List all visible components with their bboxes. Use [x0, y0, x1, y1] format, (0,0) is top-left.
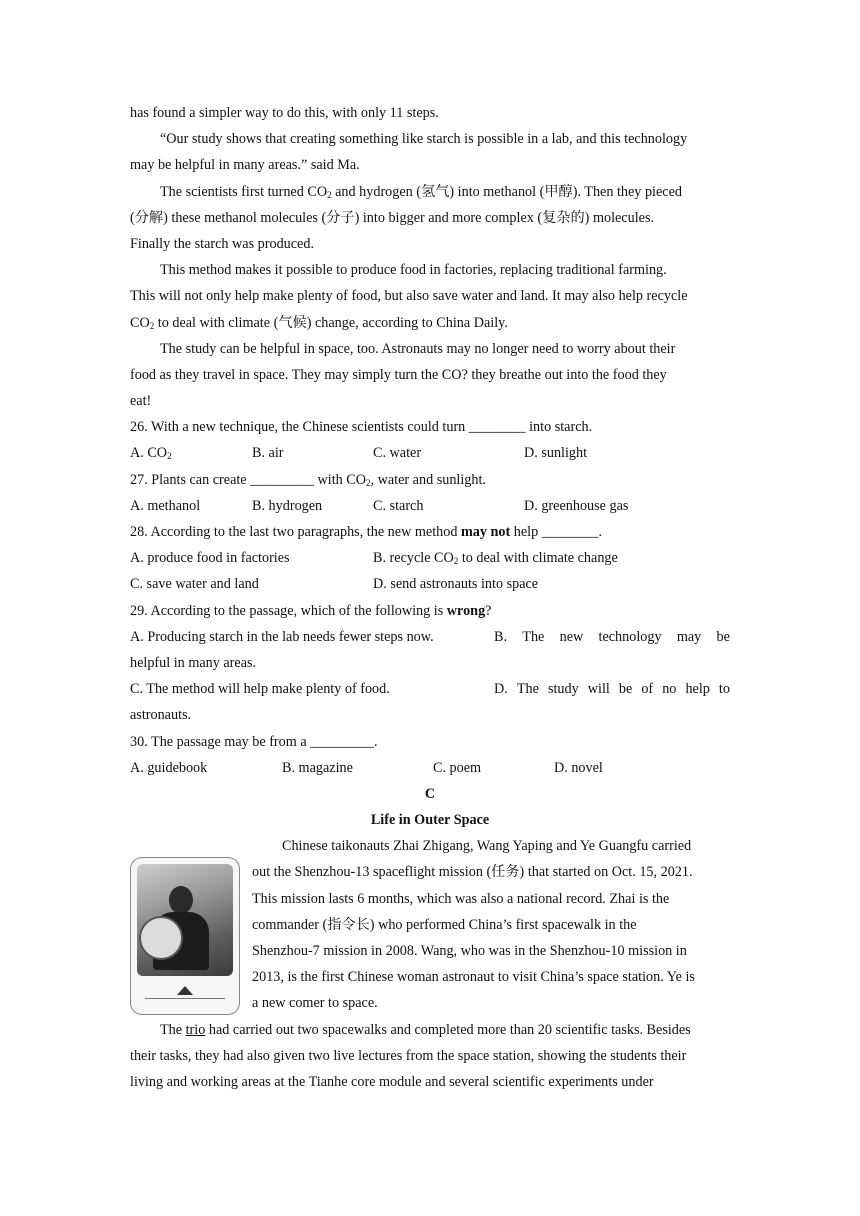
person-head	[169, 886, 193, 914]
option-a: A. methanol	[130, 497, 201, 514]
option-a: A. guidebook	[130, 759, 208, 776]
divider	[145, 998, 225, 999]
question-28-options-cd	[130, 571, 730, 597]
underlined-word: trio	[185, 1021, 206, 1038]
question-27-stem: 27. Plants can create _________ with $CO_2$, water and sunlight.	[130, 471, 486, 488]
text-line: Shenzhou-7 mission in 2008. Wang, who was in the Shenzhou-10 mission in	[252, 943, 687, 959]
question-29-stem: 29. According to the passage, which of the following is wrong?	[130, 602, 492, 619]
option-d: D. sunlight	[524, 445, 588, 462]
option-c: C. water	[373, 445, 422, 462]
option-a: A. Producing starch in the lab needs fewer steps now.	[130, 628, 434, 645]
option-a: A. $CO_2$	[130, 445, 172, 462]
text-line: out the Shenzhou-13 spaceflight mission (任务) that started on Oct. 15, 2021.	[252, 864, 693, 881]
option-a: A. produce food in factories	[130, 550, 290, 567]
option-d: D. send astronauts into space	[373, 576, 539, 593]
text-line: This will not only help make plenty of food, but also save water and land. It may also help recycle	[130, 288, 688, 305]
triangle-icon	[177, 986, 193, 995]
text-line: The trio had carried out two spacewalks and completed more than 20 scientific tasks. Besides	[160, 1021, 691, 1038]
emblem-icon	[139, 916, 183, 960]
astronaut-photo	[130, 857, 240, 1015]
text-line: commander (指令长) who performed China’s first spacewalk in the	[252, 916, 637, 933]
option-d: D. novel	[554, 759, 603, 776]
text-line: eat!	[130, 393, 152, 410]
question-30-stem: 30. The passage may be from a _________.	[130, 733, 378, 750]
question-28-options-ab	[130, 545, 730, 571]
question-28-stem: 28. According to the last two paragraphs, the new method may not help ________.	[130, 524, 603, 540]
option-c: C. poem	[433, 759, 482, 776]
section-letter: C	[424, 785, 436, 802]
text-line: This method makes it possible to produce food in factories, replacing traditional farming.	[160, 262, 667, 279]
option-c: C. The method will help make plenty of food.	[130, 681, 390, 698]
question-27-options	[130, 493, 730, 519]
option-b: B. recycle $CO_2$ to deal with climate change	[373, 550, 618, 567]
text-line: their tasks, they had also given two live lectures from the space station, showing the students their	[130, 1047, 687, 1064]
question-26-options	[130, 440, 730, 466]
text-line: The scientists first turned $CO_2$ and hydrogen (氢气) into methanol (甲醇). Then they pieced	[160, 183, 682, 200]
option-b-continued: helpful in many areas.	[130, 654, 257, 671]
text-line: $CO_2$ to deal with climate (气候) change, according to China Daily.	[130, 314, 508, 331]
text-line: The study can be helpful in space, too. Astronauts may no longer need to worry about their	[160, 340, 676, 357]
question-30-options	[130, 755, 730, 781]
text-line: a new comer to space.	[252, 995, 378, 1012]
option-b: B. air	[252, 445, 284, 462]
option-d-continued: astronauts.	[130, 707, 192, 724]
text-line: living and working areas at the Tianhe core module and several scientific experiments under	[130, 1073, 654, 1090]
text-line: (分解) these methanol molecules (分子) into bigger and more complex (复杂的) molecules.	[130, 209, 655, 226]
option-c: C. save water and land	[130, 576, 259, 593]
text-line: Finally the starch was produced.	[130, 235, 314, 252]
option-d: D. The study will be of no help to	[494, 681, 730, 698]
text-line: has found a simpler way to do this, with only 11 steps.	[130, 105, 439, 121]
question-26-stem: 26. With a new technique, the Chinese scientists could turn ________ into starch.	[130, 419, 593, 436]
option-b: B. magazine	[282, 759, 353, 776]
section-title: Life in Outer Space	[370, 812, 490, 829]
text-line: This mission lasts 6 months, which was also a national record. Zhai is the	[252, 890, 670, 907]
option-c: C. starch	[373, 497, 424, 514]
text-line: may be helpful in many areas.” said Ma.	[130, 157, 360, 174]
text-line: food as they travel in space. They may simply turn the CO? they breathe out into the food they	[130, 366, 667, 383]
text-line: 2013, is the first Chinese woman astronaut to visit China’s space station. Ye is	[252, 969, 695, 986]
question-29-options-ab	[130, 624, 730, 650]
text-line: “Our study shows that creating something like starch is possible in a lab, and this technology	[160, 131, 688, 148]
option-b: B. hydrogen	[252, 497, 323, 514]
text-line: Chinese taikonauts Zhai Zhigang, Wang Yaping and Ye Guangfu carried	[282, 838, 692, 855]
option-b: B. The new technology may be	[494, 628, 730, 645]
option-d: D. greenhouse gas	[524, 497, 629, 514]
question-29-options-cd	[130, 676, 730, 702]
